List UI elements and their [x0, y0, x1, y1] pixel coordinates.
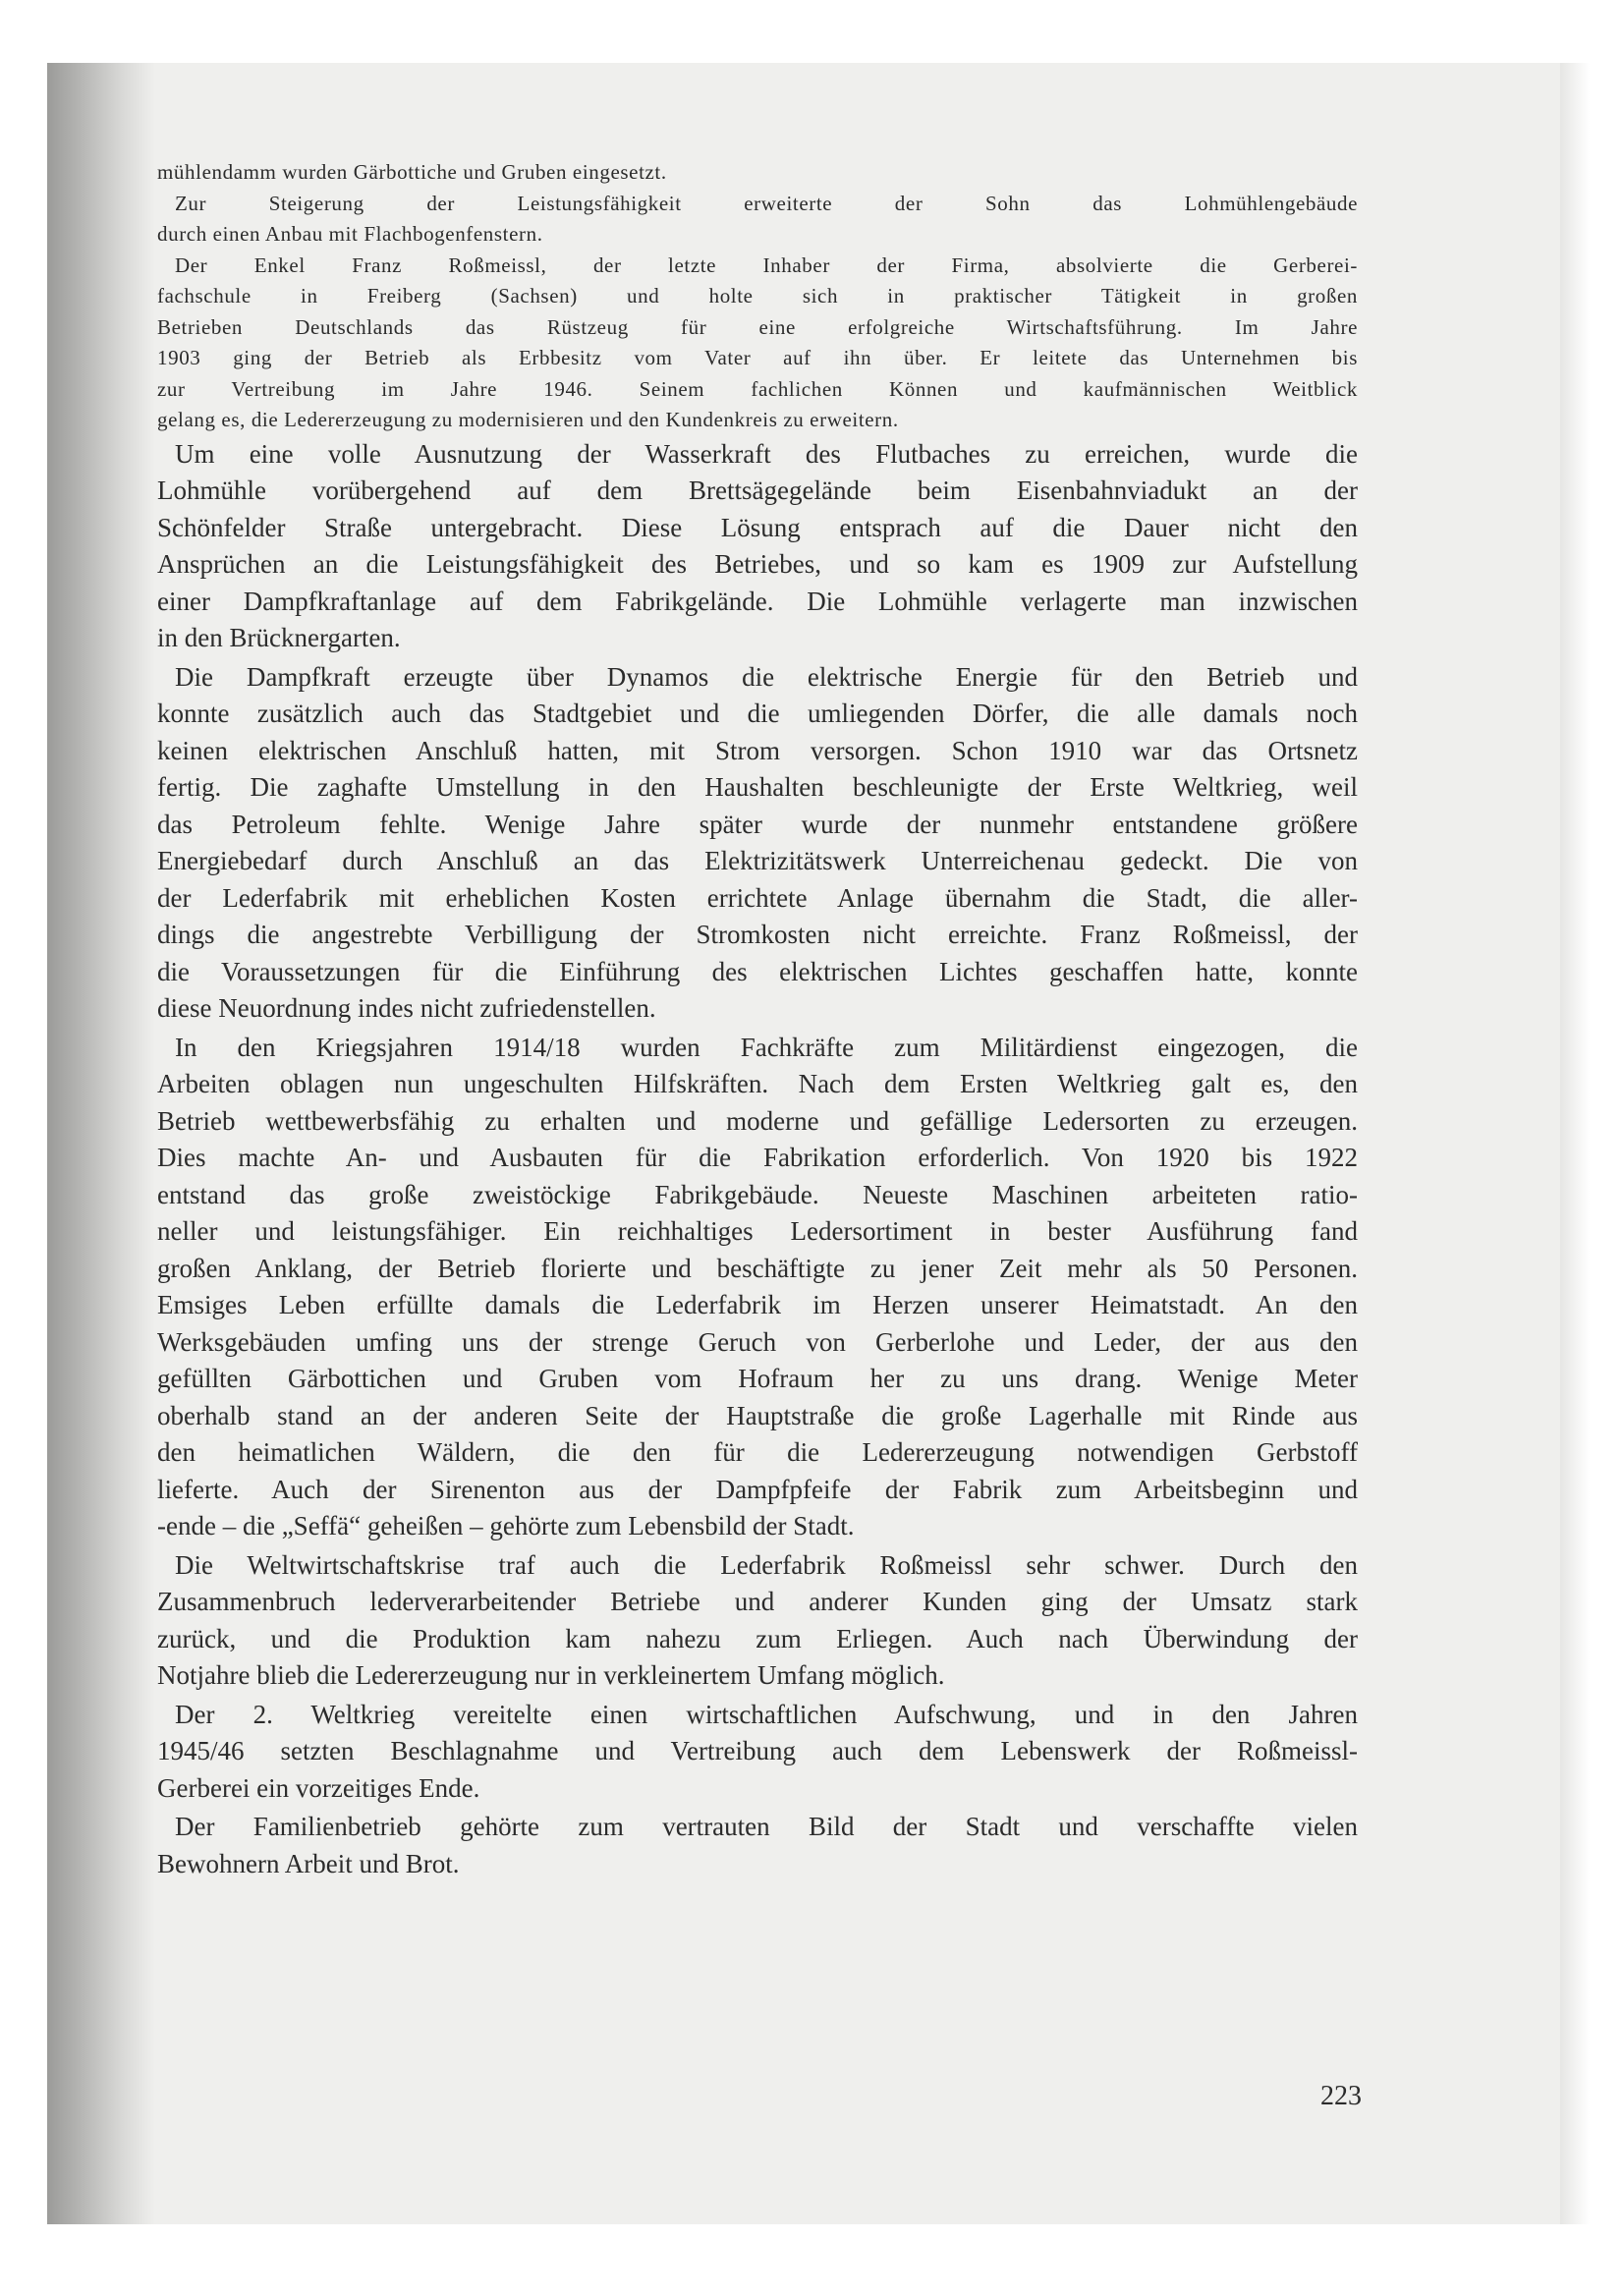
text-line: -ende – die „Seffä“ geheißen – gehörte zum Lebensbild der Stadt. [157, 1511, 855, 1540]
text-line: Betrieb wettbewerbsfähig zu erhalten und moderne und gefällige Ledersorten zu erzeugen. [157, 1105, 1358, 1136]
text-line: dings die angestrebte Verbilligung der Stromkosten nicht erreichte. Franz Roßmeissl, der [157, 920, 1358, 949]
paragraph [157, 1030, 1358, 1545]
text-line: einer Dampfkraftanlage auf dem Fabrikgelände. Die Lohmühle verlagerte man inzwischen [157, 586, 1358, 616]
text-line: zurück, und die Produktion kam nahezu zum Erliegen. Auch nach Überwindung der [157, 1623, 1358, 1653]
paragraph [157, 157, 1358, 189]
text-line: konnte zusätzlich auch das Stadtgebiet und die umliegenden Dörfer, die alle damals noch [157, 699, 1358, 728]
text-line: Betrieben Deutschlands das Rüstzeug für eine erfolgreiche Wirtschaftsführung. Im Jahre [157, 314, 1358, 339]
text-line: keinen elektrischen Anschluß hatten, mit Strom versorgen. Schon 1910 war das Ortsnetz [157, 735, 1358, 765]
text-line: großen Anklang, der Betrieb florierte und beschäftigte zu jener Zeit mehr als 50 Personen. [157, 1253, 1358, 1283]
text-line: Um eine volle Ausnutzung der Wasserkraft des Flutbaches zu erreichen, wurde die [175, 438, 1358, 469]
text-line: Energiebedarf durch Anschluß an das Elektrizitätswerk Unterreichenau gedeckt. Die von [157, 846, 1358, 875]
text-line: diese Neuordnung indes nicht zufriedenstellen. [157, 993, 656, 1023]
text-line: Der Enkel Franz Roßmeissl, der letzte Inhaber der Firma, absolvierte die Gerberei- [175, 252, 1358, 277]
text-line: Werksgebäuden umfing uns der strenge Geruch von Gerberlohe und Leder, der aus den [157, 1326, 1358, 1357]
text-line: Zusammenbruch lederverarbeitender Betriebe und anderer Kunden ging der Umsatz stark [157, 1587, 1358, 1616]
paragraph [157, 251, 1358, 436]
text-line: oberhalb stand an der anderen Seite der Hauptstraße die große Lagerhalle mit Rinde aus [157, 1400, 1358, 1430]
paragraph [157, 1697, 1358, 1808]
text-line: Emsiges Leben erfüllte damals die Lederfabrik im Herzen unserer Heimatstadt. An den [157, 1290, 1358, 1319]
text-line: 1903 ging der Betrieb als Erbbesitz vom Vater auf ihn über. Er leitete das Unternehmen bis [157, 346, 1358, 369]
text-line: Die Dampfkraft erzeugte über Dynamos die elektrische Energie für den Betrieb und [175, 661, 1358, 692]
text-line: mühlendamm wurden Gärbottiche und Gruben eingesetzt. [157, 160, 667, 184]
text-line: in den Brücknergarten. [157, 623, 401, 652]
paragraph [157, 436, 1358, 657]
book-gutter-shadow [47, 63, 155, 2224]
text-line: fachschule in Freiberg (Sachsen) und holte sich in praktischer Tätigkeit in großen [157, 284, 1358, 308]
text-line: neller und leistungsfähiger. Ein reichhaltiges Ledersortiment in bester Ausführung fand [157, 1216, 1358, 1246]
text-line: gelang es, die Ledererzeugung zu modernisieren und den Kundenkreis zu erweitern. [157, 408, 899, 431]
text-line: entstand das große zweistöckige Fabrikgebäude. Neueste Maschinen arbeiteten ratio- [157, 1179, 1358, 1209]
text-line: Schönfelder Straße untergebracht. Diese Lösung entsprach auf die Dauer nicht den [157, 512, 1358, 542]
text-line: lieferte. Auch der Sirenenton aus der Dampfpfeife der Fabrik zum Arbeitsbeginn und [157, 1474, 1358, 1504]
paragraph [157, 1809, 1358, 1882]
text-line: Ansprüchen an die Leistungsfähigkeit des Betriebes, und so kam es 1909 zur Aufstellung [157, 549, 1358, 579]
paragraph [157, 659, 1358, 1028]
text-line: Der 2. Weltkrieg vereitelte einen wirtschaftlichen Aufschwung, und in den Jahren [175, 1699, 1358, 1729]
text-line: Arbeiten oblagen nun ungeschulten Hilfskräften. Nach dem Ersten Weltkrieg galt es, den [157, 1069, 1358, 1098]
text-line: fertig. Die zaghafte Umstellung in den Haushalten beschleunigte der Erste Weltkrieg, weil [157, 772, 1358, 802]
text-line: Lohmühle vorübergehend auf dem Brettsägegelände beim Eisenbahnviadukt an der [157, 476, 1358, 505]
text-line: gefüllten Gärbottichen und Gruben vom Hofraum her zu uns drang. Wenige Meter [157, 1364, 1358, 1393]
text-line: In den Kriegsjahren 1914/18 wurden Fachkräfte zum Militärdienst eingezogen, die [175, 1032, 1358, 1062]
text-line: Der Familienbetrieb gehörte zum vertrauten Bild der Stadt und verschaffte vielen [175, 1812, 1358, 1841]
text-line: der Lederfabrik mit erheblichen Kosten errichtete Anlage übernahm die Stadt, die aller- [157, 882, 1358, 913]
text-line: das Petroleum fehlte. Wenige Jahre später wurde der nunmehr entstandene größere [157, 809, 1358, 839]
text-line: durch einen Anbau mit Flachbogenfenstern. [157, 222, 543, 246]
text-line: den heimatlichen Wäldern, die den für die Ledererzeugung notwendigen Gerbstoff [157, 1437, 1358, 1467]
paragraph [157, 189, 1358, 251]
page-edge [1560, 63, 1590, 2224]
body-text [157, 157, 1358, 1882]
page-number: 223 [1320, 2081, 1362, 2111]
text-line: 1945/46 setzten Beschlagnahme und Vertreibung auch dem Lebenswerk der Roßmeissl- [157, 1736, 1358, 1765]
paragraph [157, 1547, 1358, 1695]
text-line: die Voraussetzungen für die Einführung des elektrischen Lichtes geschaffen hatte, konnte [157, 956, 1358, 986]
text-line: zur Vertreibung im Jahre 1946. Seinem fachlichen Können und kaufmännischen Weitblick [157, 376, 1358, 401]
text-line: Zur Steigerung der Leistungsfähigkeit erweiterte der Sohn das Lohmühlengebäude [175, 191, 1358, 215]
text-line: Dies machte An- und Ausbauten für die Fabrikation erforderlich. Von 1920 bis 1922 [157, 1143, 1358, 1172]
text-line: Die Weltwirtschaftskrise traf auch die Lederfabrik Roßmeissl sehr schwer. Durch den [175, 1549, 1358, 1580]
text-line: Bewohnern Arbeit und Brot. [157, 1848, 460, 1878]
text-line: Notjahre blieb die Ledererzeugung nur in verkleinertem Umfang möglich. [157, 1660, 945, 1690]
text-line: Gerberei ein vorzeitiges Ende. [157, 1772, 480, 1803]
